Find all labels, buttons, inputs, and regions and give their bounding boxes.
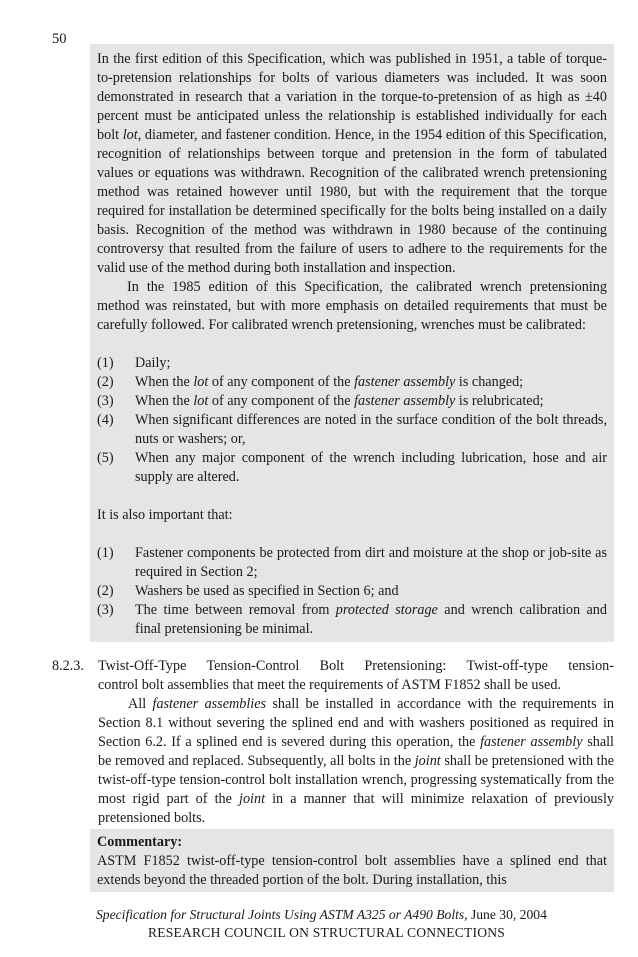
commentary-paragraph-3 (97, 506, 607, 525)
text-run: In the 1985 edition of this Specification, the calibrated wrench pretensioning method was reinstated, but with more emphasis on detailed requirements that must be carefully followed. For calibrated wrench pretensioning, wrenches must be calibrated: (97, 279, 607, 333)
list-item (97, 392, 607, 411)
italic-term: joint (414, 753, 441, 769)
requirements-list (97, 544, 607, 639)
list-item-number: (1) (97, 355, 114, 371)
text-run: When significant differences are noted in the surface condition of the bolt threads, nuts or washers; or, (135, 412, 607, 447)
footer-date: , June 30, 2004 (464, 907, 547, 922)
list-item-number: (3) (97, 602, 114, 618)
page-footer (0, 906, 638, 942)
commentary-heading: Commentary: (97, 834, 183, 850)
list-item (97, 354, 607, 373)
list-item-number: (3) (97, 393, 114, 409)
italic-term: fastener assembly (480, 734, 583, 750)
text-run: When the (135, 393, 194, 409)
text-run: shall be installed in accordance with the requirements in Section 8.1 without severing the splined end and with washers positioned as required in Section 6.2. If a splined end is severed during this operation, the (98, 696, 615, 750)
section-number: 8.2.3. (52, 658, 84, 674)
list-item (97, 544, 607, 582)
calibration-list (97, 354, 607, 487)
section-line-2: control bolt assemblies that meet the requirements of ASTM F1852 shall be used. (98, 677, 561, 693)
list-item (97, 601, 607, 639)
commentary-paragraph-2 (97, 278, 607, 335)
list-item-number: (2) (97, 583, 114, 599)
text-run: in a manner that will minimize relaxation of previously pretensioned bolts. (98, 791, 614, 826)
footer-title: Specification for Structural Joints Using ASTM A325 or A490 Bolts (96, 907, 465, 922)
list-item (97, 449, 607, 487)
section-body (98, 695, 614, 828)
text-run: The time between removal from (135, 602, 336, 618)
italic-term: lot (122, 127, 138, 143)
footer-org: RESEARCH COUNCIL ON STRUCTURAL CONNECTIONS (148, 925, 506, 940)
italic-term: fastener assembly (354, 393, 456, 409)
list-item-number: (1) (97, 545, 114, 561)
list-item (97, 373, 607, 392)
italic-term: lot (193, 393, 209, 409)
list-item-number: (5) (97, 450, 114, 466)
commentary-box (90, 44, 614, 642)
text-run: is relubricated; (455, 393, 544, 409)
text-run: of any component of the (208, 374, 355, 390)
text-run: is changed; (455, 374, 524, 390)
italic-term: protected storage (335, 602, 438, 618)
text-run: Washers be used as specified in Section 6; and (135, 583, 399, 599)
text-run: Fastener components be protected from dirt and moisture at the shop or job-site as required in Section 2; (135, 545, 607, 580)
text-run: , diameter, and fastener condition. Hence, in the 1954 edition of this Specification, recognition of relationships between torque and pretension in the form of tabulated values or equations was withdrawn. Recognition of the calibrated wrench pretensioning method was retained however until 1980, but with the requirement that the torque required for installation be determined specifically for the bolts being installed on a daily basis. Recognition of the method was withdrawn in 1980 because of the continuing controversy that resulted from the failure of users to adhere to the requirements for the valid use of the method during both installation and inspection. (97, 127, 607, 276)
text-run: When the (135, 374, 194, 390)
italic-term: fastener assemblies (152, 696, 267, 712)
commentary-text: ASTM F1852 twist-off-type tension-control bolt assemblies have a splined end that extends beyond the threaded portion of the bolt. During installation, this (97, 853, 607, 888)
text-run: All (128, 696, 153, 712)
italic-term: fastener assembly (354, 374, 456, 390)
text-run: and wrench calibration and final pretensioning be minimal. (135, 602, 607, 637)
text-run: It is also important that: (97, 507, 233, 523)
section-8-2-3 (52, 657, 614, 828)
text-run: of any component of the (208, 393, 355, 409)
italic-term: lot (193, 374, 209, 390)
text-run: When any major component of the wrench including lubrication, hose and air supply are altered. (135, 450, 607, 485)
list-item (97, 582, 607, 601)
commentary-box-2 (90, 829, 614, 892)
italic-term: joint (239, 791, 266, 807)
list-item-number: (4) (97, 412, 114, 428)
list-item-number: (2) (97, 374, 114, 390)
text-run: shall be pretensioned with the twist-off-type tension-control bolt installation wrench, progressing systematically from the most rigid part of the (98, 753, 614, 807)
text-run: Daily; (135, 355, 171, 371)
list-item (97, 411, 607, 449)
page-number: 50 (52, 31, 67, 47)
commentary-paragraph-1 (97, 50, 607, 278)
text-run: In the first edition of this Specification, which was published in 1951, a table of torque-to-pretension relationships for bolts of various diameters was included. It was soon demonstrated in research that a variation in the torque-to-pretension of as high as ±40 percent must be anticipated unless the relationship is established individually for each bolt (97, 51, 607, 143)
text-run: shall be removed and replaced. Subsequently, all bolts in the (98, 734, 614, 769)
section-title: Twist-Off-Type Tension-Control Bolt Pretensioning: Twist-off-type tension- (98, 658, 614, 674)
